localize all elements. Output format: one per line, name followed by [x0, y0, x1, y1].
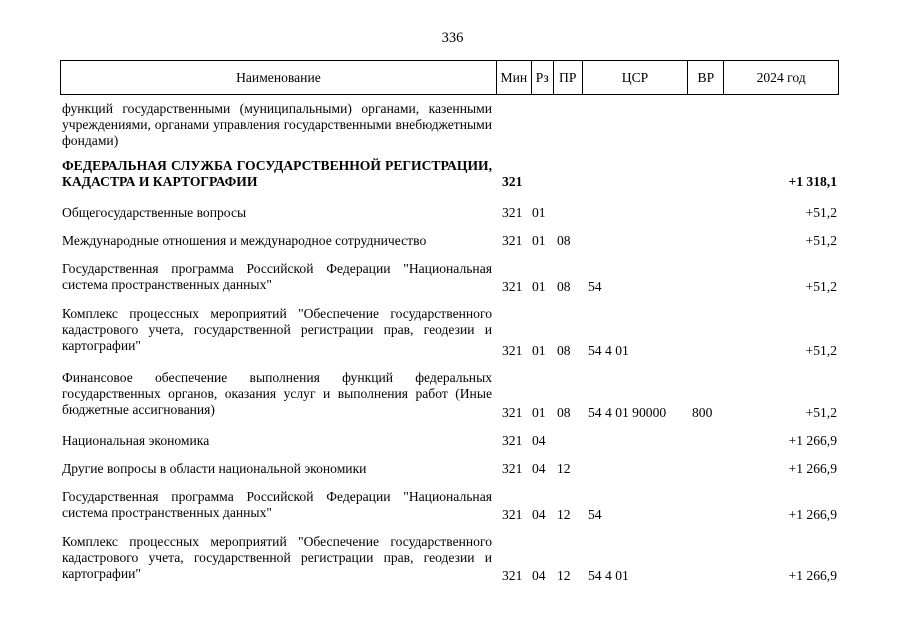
row-amount: +1 266,9 [788, 461, 837, 476]
header-pr: ПР [554, 61, 583, 94]
row-vr: 800 [692, 405, 713, 420]
row-csr: 54 [588, 507, 602, 522]
row-name: Комплекс процессных мероприятий "Обеспечение государственного кадастрового учета, государственной регистрации прав, геодезии и картографии" [62, 534, 492, 581]
row-min: 321 [502, 507, 523, 522]
row-amount: +51,2 [805, 233, 837, 248]
table-row [60, 433, 839, 449]
header-csr: ЦСР [583, 61, 689, 94]
row-rz: 01 [532, 405, 546, 420]
row-rz: 04 [532, 461, 546, 476]
row-name: Государственная программа Российской Федерации "Национальная система пространственных данных" [62, 489, 492, 520]
table-row [60, 306, 839, 359]
row-name: Комплекс процессных мероприятий "Обеспечение государственного кадастрового учета, государственной регистрации прав, геодезии и картографии" [62, 306, 492, 353]
header-min: Мин [497, 61, 532, 94]
row-min: 321 [502, 461, 523, 476]
table-row [60, 101, 839, 149]
row-amount: +1 266,9 [788, 507, 837, 522]
row-pr: 12 [557, 507, 571, 522]
row-rz: 01 [532, 343, 546, 358]
row-rz: 01 [532, 205, 546, 220]
row-min: 321 [502, 405, 523, 420]
row-min: 321 [502, 568, 523, 583]
page-number: 336 [441, 30, 464, 46]
row-name: Международные отношения и международное сотрудничество [62, 233, 427, 248]
table-row [60, 370, 839, 421]
table-row [60, 205, 839, 221]
row-pr: 12 [557, 461, 571, 476]
row-name: ФЕДЕРАЛЬНАЯ СЛУЖБА ГОСУДАРСТВЕННОЙ РЕГИСТРАЦИИ, КАДАСТРА И КАРТОГРАФИИ [62, 158, 492, 189]
row-csr: 54 [588, 279, 602, 294]
row-min: 321 [502, 205, 523, 220]
row-amount: +51,2 [805, 205, 837, 220]
row-amount: +1 266,9 [788, 433, 837, 448]
table-row [60, 233, 839, 249]
table-row [60, 461, 839, 477]
row-amount: +51,2 [805, 405, 837, 420]
row-csr: 54 4 01 [588, 568, 629, 583]
row-pr: 08 [557, 279, 571, 294]
header-vr: ВР [688, 61, 724, 94]
row-amount: +51,2 [805, 279, 837, 294]
row-csr: 54 4 01 [588, 343, 629, 358]
table-row [60, 158, 839, 190]
row-pr: 08 [557, 343, 571, 358]
row-min: 321 [502, 343, 523, 358]
row-name: Общегосударственные вопросы [62, 205, 247, 220]
row-min: 321 [502, 233, 523, 248]
row-name: Государственная программа Российской Федерации "Национальная система пространственных данных" [62, 261, 492, 292]
row-name: функций государственными (муниципальными) органами, казенными учреждениями, органами управления государственными внебюджетными фондами) [62, 101, 492, 148]
header-name: Наименование [61, 61, 497, 94]
row-amount: +51,2 [805, 343, 837, 358]
row-min: 321 [502, 433, 523, 448]
table-row [60, 534, 839, 584]
header-year: 2024 год [756, 69, 806, 85]
row-rz: 04 [532, 568, 546, 583]
row-name: Другие вопросы в области национальной экономики [62, 461, 367, 476]
row-rz: 04 [532, 433, 546, 448]
row-rz: 01 [532, 279, 546, 294]
row-pr: 08 [557, 405, 571, 420]
table-header [60, 60, 839, 95]
row-min: 321 [502, 279, 523, 294]
header-rz: Рз [532, 61, 554, 94]
row-csr: 54 4 01 90000 [588, 405, 667, 420]
row-pr: 12 [557, 568, 571, 583]
row-name: Национальная экономика [62, 433, 210, 448]
row-min: 321 [502, 174, 523, 189]
table-row [60, 489, 839, 523]
row-name: Финансовое обеспечение выполнения функций федеральных государственных органов, оказания услуг и выполнения работ (Иные бюджетные ассигнования) [62, 370, 492, 417]
row-rz: 01 [532, 233, 546, 248]
table-row [60, 261, 839, 295]
row-rz: 04 [532, 507, 546, 522]
row-pr: 08 [557, 233, 571, 248]
row-amount: +1 318,1 [788, 174, 837, 189]
row-amount: +1 266,9 [788, 568, 837, 583]
